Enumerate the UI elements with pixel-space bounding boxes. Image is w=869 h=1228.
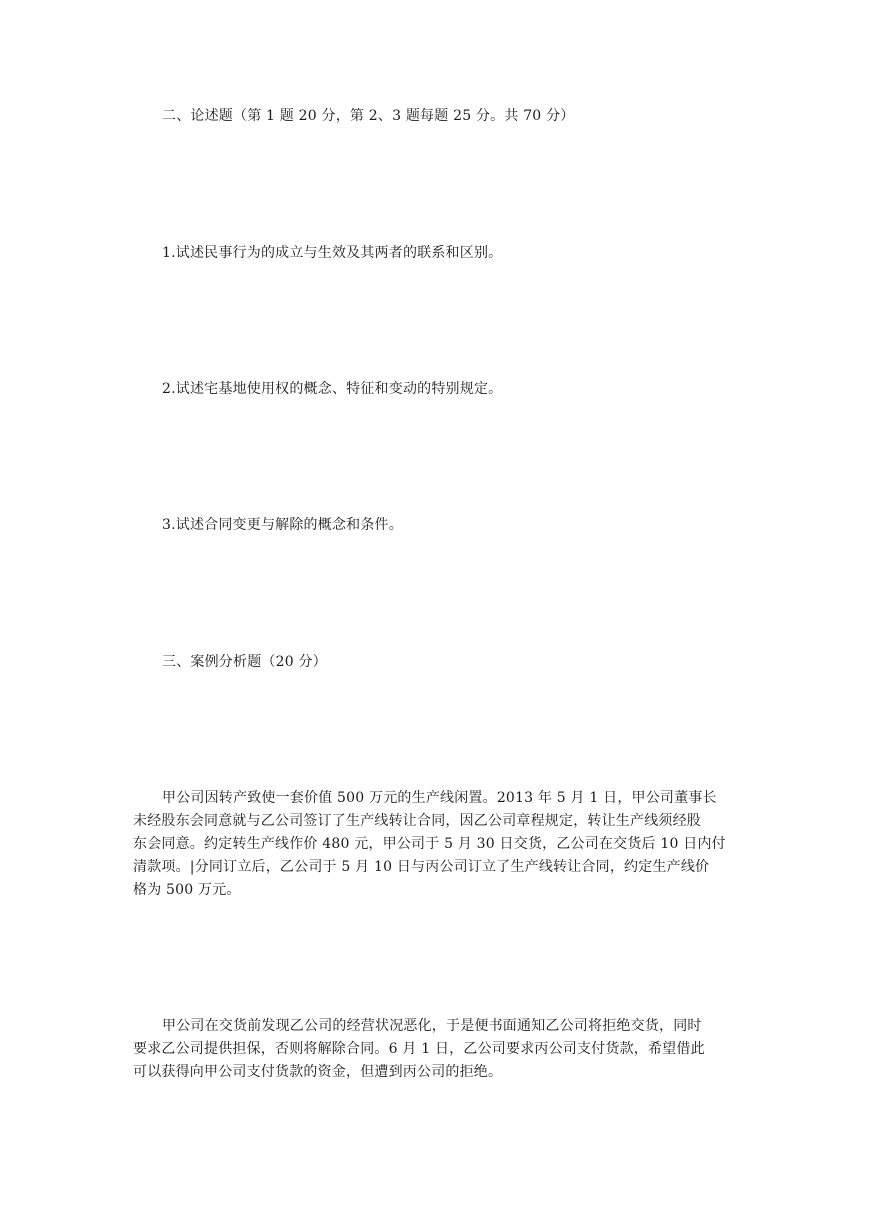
case-paragraph-2-line: 甲公司在交货前发现乙公司的经营状况恶化，于是便书面通知乙公司将拒绝交货，同时 xyxy=(162,1018,702,1034)
case-paragraph-1-line: 东会同意。约定转生产线作价 480 元，甲公司于 5 月 30 日交货，乙公司在交货后 10 日内付 xyxy=(133,836,726,852)
case-paragraph-1-line: 格为 500 万元。 xyxy=(133,882,241,898)
section2-heading: 二、论述题（第 1 题 20 分，第 2、3 题每题 25 分。共 70 分） xyxy=(162,108,575,124)
question-2: 2.试述宅基地使用权的概念、特征和变动的特别规定。 xyxy=(162,381,503,397)
case-paragraph-1-line: 未经股东会同意就与乙公司签订了生产线转让合同，因乙公司章程规定，转让生产线须经股 xyxy=(133,813,701,829)
case-paragraph-1 xyxy=(133,787,737,902)
section3-heading: 三、案例分析题（20 分） xyxy=(162,654,327,670)
case-paragraph-2-line: 可以获得向甲公司支付货款的资金，但遭到丙公司的拒绝。 xyxy=(133,1064,503,1080)
case-paragraph-2 xyxy=(133,1015,737,1084)
case-paragraph-2-line: 要求乙公司提供担保，否则将解除合同。6 月 1 日，乙公司要求丙公司支付货款，希望借此 xyxy=(133,1041,705,1057)
question-3: 3.试述合同变更与解除的概念和条件。 xyxy=(162,517,403,533)
case-paragraph-1-line: 甲公司因转产致使一套价值 500 万元的生产线闲置。2013 年 5 月 1 日，甲公司董事长 xyxy=(162,790,717,806)
question-1: 1.试述民事行为的成立与生效及其两者的联系和区别。 xyxy=(162,245,503,261)
case-paragraph-1-line: 清款项。|分同订立后，乙公司于 5 月 10 日与丙公司订立了生产线转让合同，约定生产线价 xyxy=(133,859,710,875)
